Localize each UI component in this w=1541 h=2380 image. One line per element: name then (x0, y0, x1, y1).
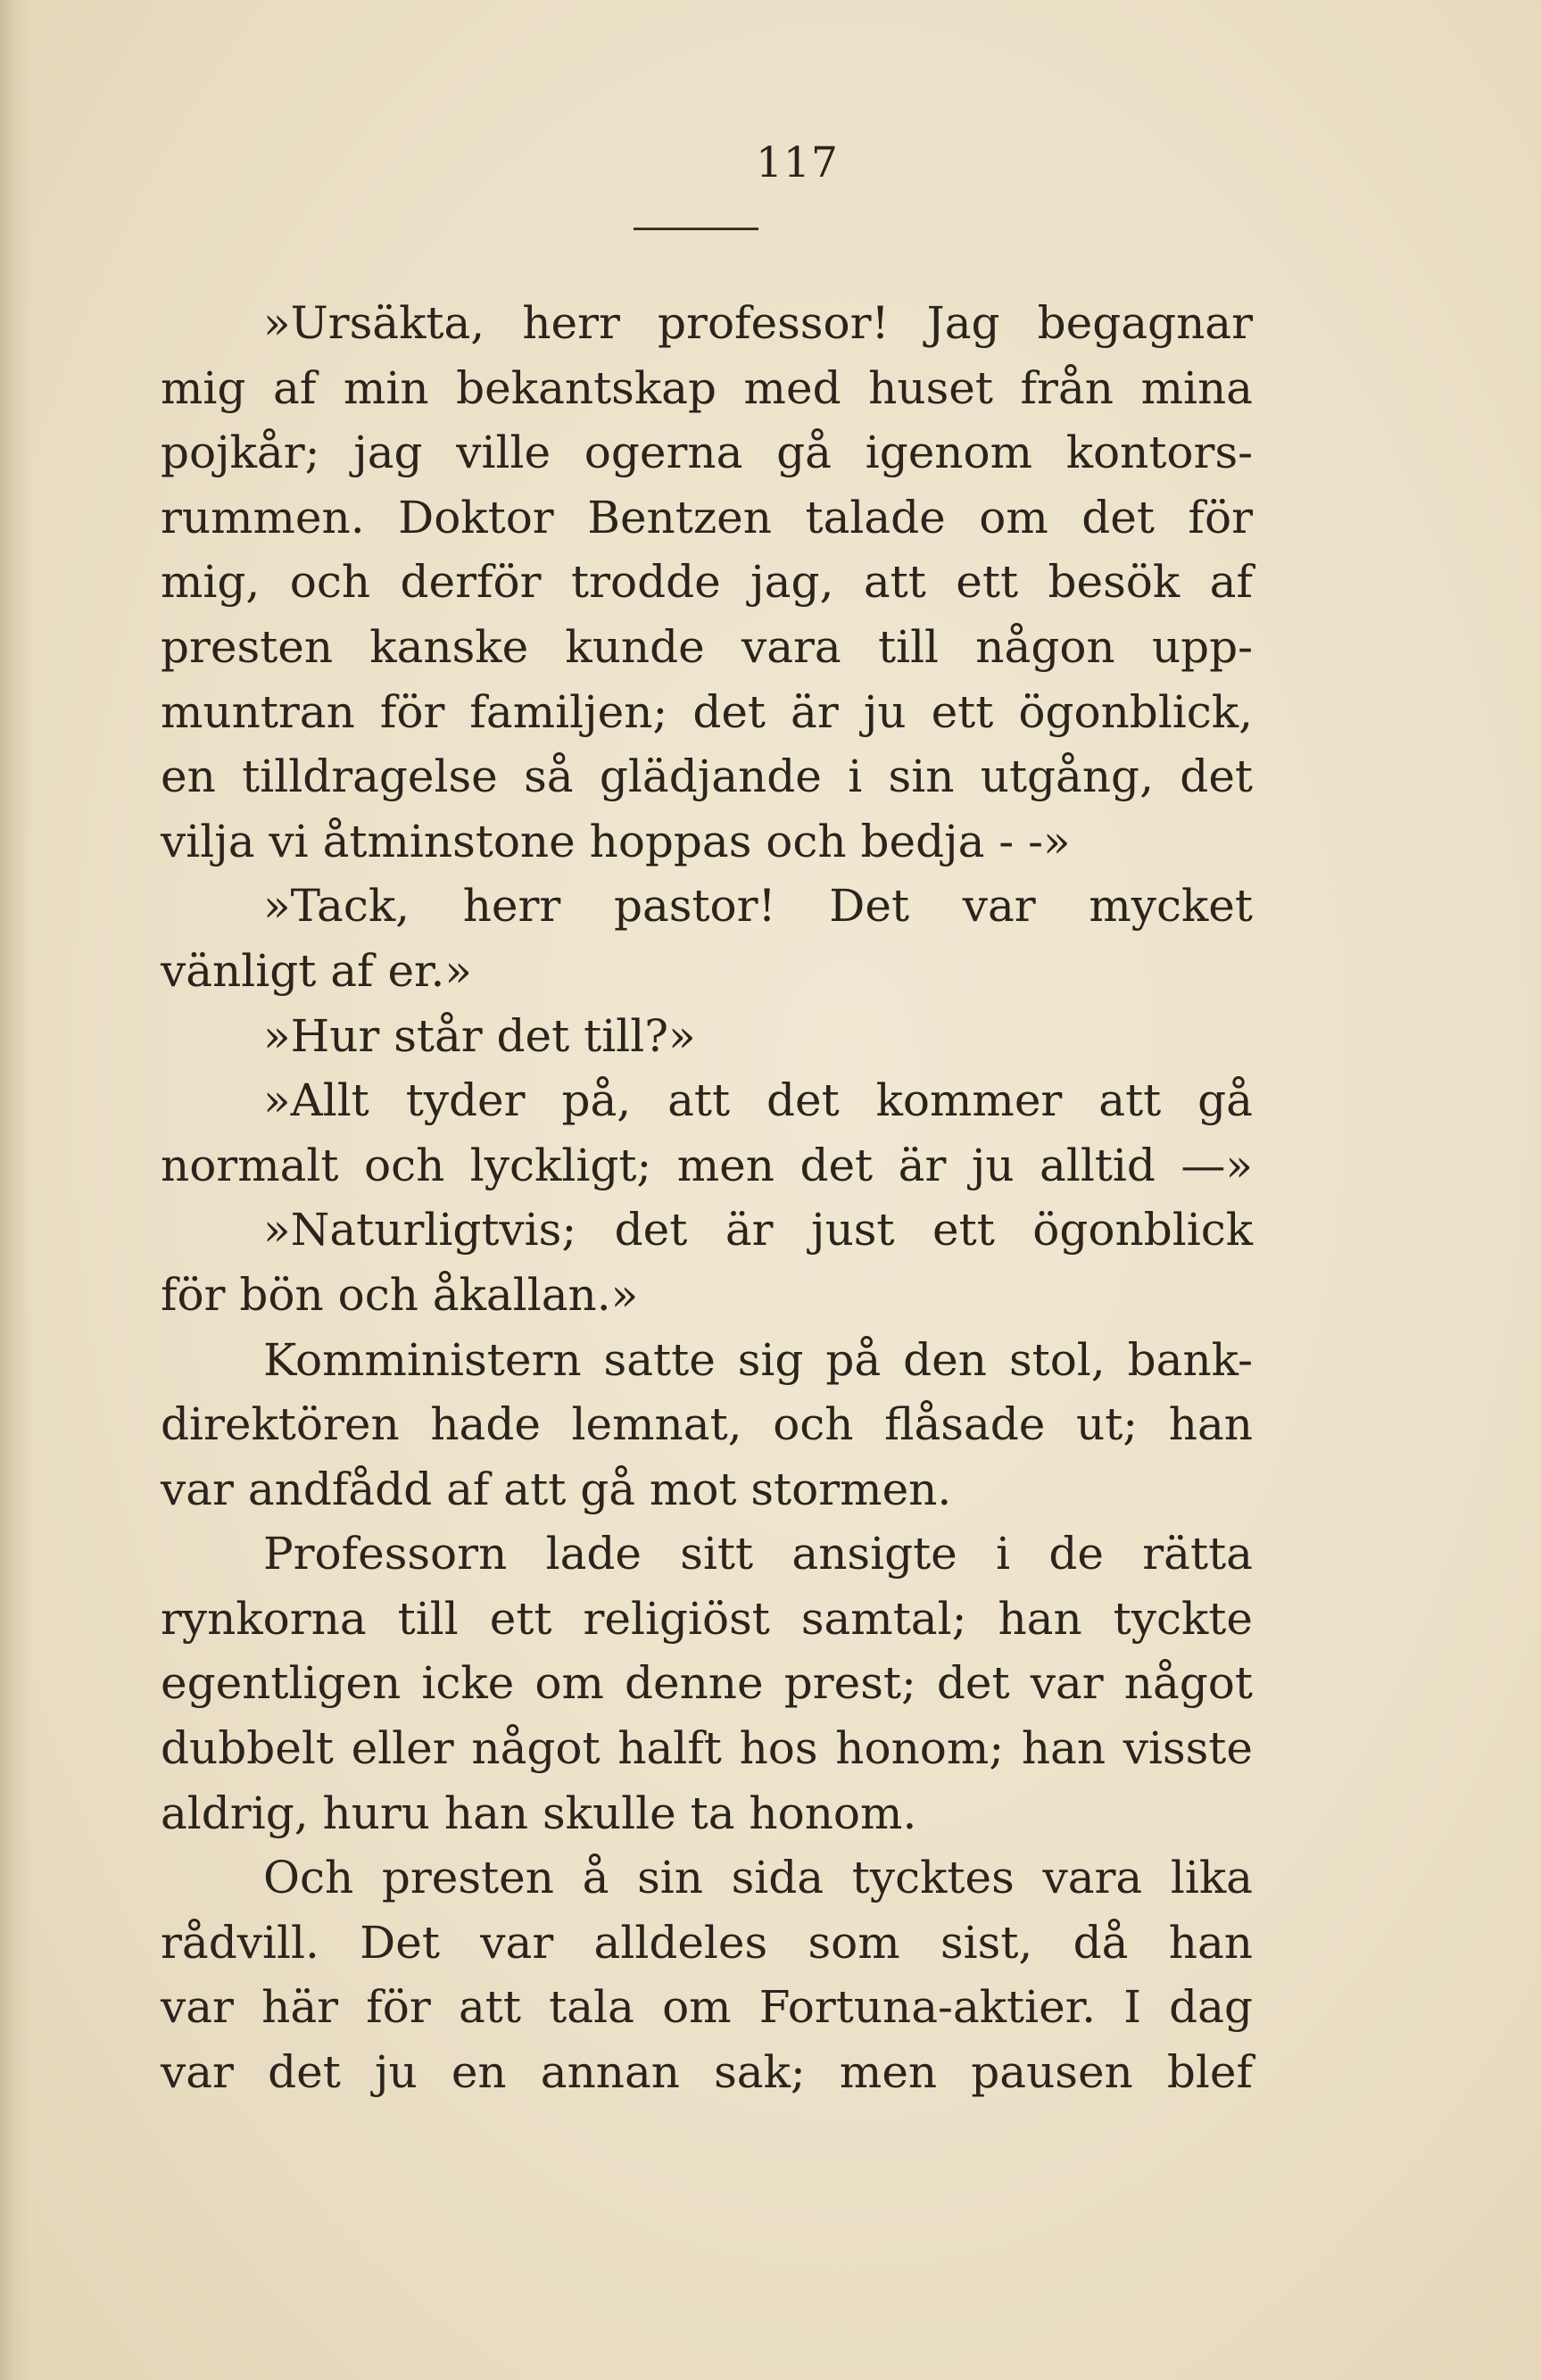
text-line: var det ju en annan sak; men pausen blef (161, 2046, 1253, 2099)
page-number: 117 (756, 138, 839, 187)
text-line: egentligen icke om denne prest; det var något (161, 1657, 1253, 1710)
text-line: »Naturligtvis; det är just ett ögonblick (263, 1204, 1253, 1256)
text-line: direktören hade lemnat, och flåsade ut; han (161, 1398, 1253, 1451)
text-line: vänligt af er.» (161, 944, 472, 997)
body-text (161, 291, 1253, 2105)
text-line: var andfådd af att gå mot stormen. (161, 1463, 952, 1515)
text-line: rynkorna till ett religiöst samtal; han tyckte (161, 1592, 1253, 1645)
text-line: rådvill. Det var alldeles som sist, då han (161, 1916, 1253, 1969)
text-line: mig af min bekantskap med huset från mina (161, 361, 1253, 414)
text-line: rummen. Doktor Bentzen talade om det för (161, 491, 1253, 543)
text-line: Och presten å sin sida tycktes vara lika (263, 1852, 1253, 1904)
header-rule (634, 228, 758, 230)
text-line: pojkår; jag ville ogerna gå igenom kontors- (161, 427, 1253, 479)
text-line: Professorn lade sitt ansigte i de rätta (263, 1528, 1253, 1580)
text-line: en tilldragelse så glädjande i sin utgång, det (161, 750, 1253, 803)
text-line: »Allt tyder på, att det kommer att gå (263, 1074, 1253, 1127)
text-line: Komministern satte sig på den stol, bank- (263, 1333, 1253, 1386)
text-line: normalt och lyckligt; men det är ju alltid —» (161, 1139, 1253, 1191)
text-line: »Tack, herr pastor! Det var mycket (263, 880, 1253, 933)
text-line: dubbelt eller något halft hos honom; han visste (161, 1722, 1253, 1775)
text-line: aldrig, huru han skulle ta honom. (161, 1787, 917, 1839)
text-line: »Ursäkta, herr professor! Jag begagnar (263, 297, 1253, 349)
text-line: presten kanske kunde vara till någon upp- (161, 620, 1253, 673)
page-edge-shadow (0, 0, 32, 2380)
text-line: »Hur står det till?» (263, 1009, 696, 1062)
text-line: mig, och derför trodde jag, att ett besök af (161, 556, 1253, 609)
text-line: muntran för familjen; det är ju ett ögonblick, (161, 685, 1253, 738)
text-line: var här för att tala om Fortuna-aktier. I dag (161, 1981, 1253, 2034)
text-line: vilja vi åtminstone hoppas och bedja - -» (161, 815, 1071, 867)
text-line: för bön och åkallan.» (161, 1268, 639, 1321)
